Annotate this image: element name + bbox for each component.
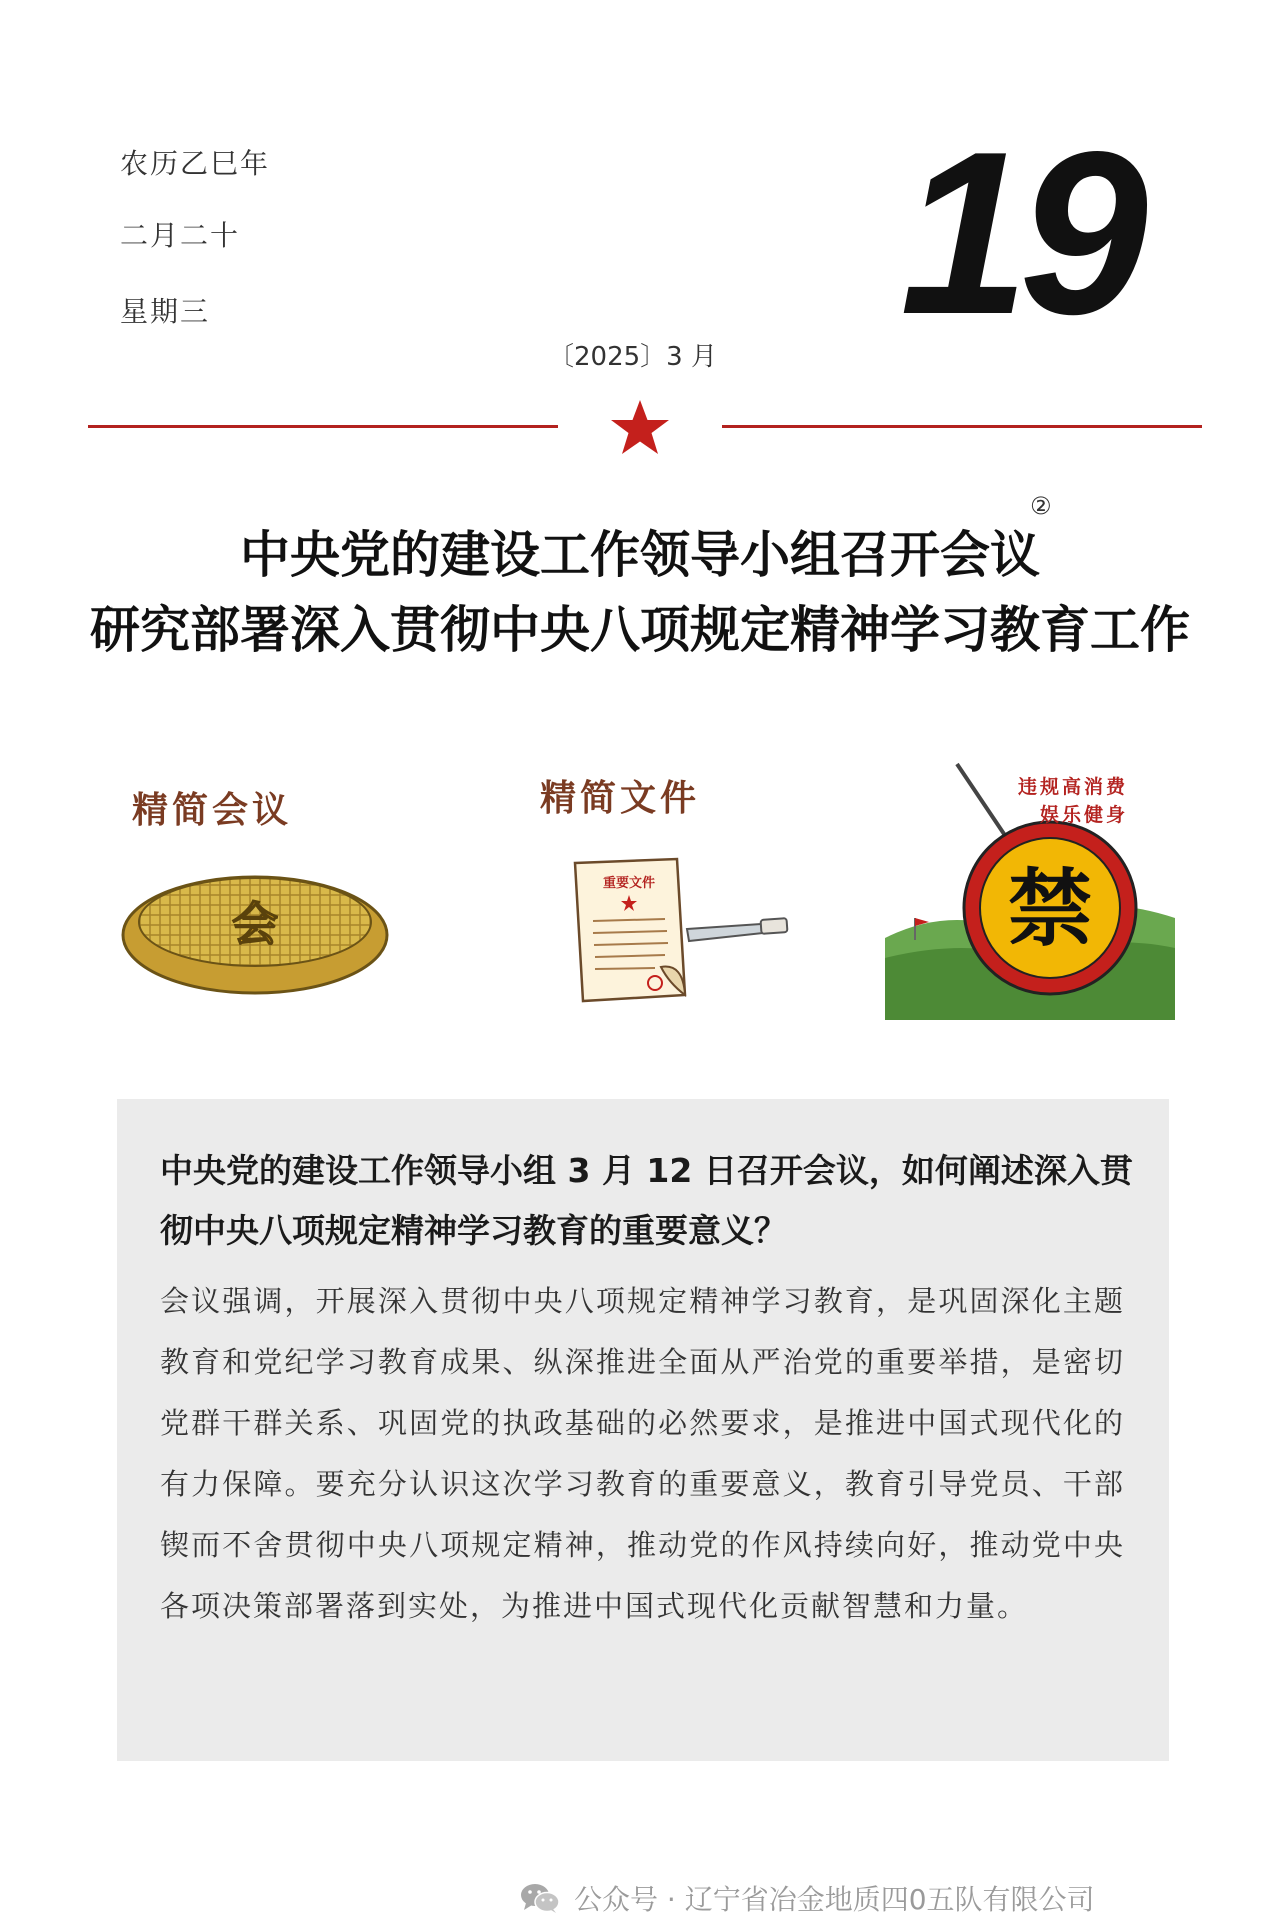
red-star-icon xyxy=(608,396,672,460)
divider-left xyxy=(88,425,558,428)
lunar-day: 二月二十 xyxy=(120,219,241,252)
headline-line-1: 中央党的建设工作领导小组召开会议 xyxy=(240,526,1040,584)
footer-text: 公众号 · 辽宁省冶金地质四0五队有限公司 xyxy=(574,1883,1095,1916)
day-number: 19 xyxy=(900,104,1139,363)
divider-right xyxy=(722,425,1202,428)
forbidden-char: 禁 xyxy=(1007,860,1093,958)
headline-line-2: 研究部署深入贯彻中央八项规定精神学习教育工作 xyxy=(90,601,1190,659)
illustration-strip xyxy=(0,740,1280,1020)
panel-label-meetings: 精简会议 xyxy=(132,790,293,831)
qa-box xyxy=(117,1099,1169,1761)
footer xyxy=(520,1878,1095,1918)
headline-marker: ② xyxy=(1030,492,1052,520)
panel-label-consumption: 违规高消费 xyxy=(1018,776,1129,798)
qa-answer: 会议强调，开展深入贯彻中央八项规定精神学习教育，是巩固深化主题教育和党纪学习教育成果、纵深推进全面从严治党的重要举措，是密切党群干群关系、巩固党的执政基础的必然要求，是推进中国式现代化的有力保障。要充分认识这次学习教育的重要意义，教育引导党员、干部锲而不舍贯彻中央八项规定精神，推动党的作风持续向好，推动党中央各项决策部署落到实处，为推进中国式现代化贡献智慧和力量。 xyxy=(160,1284,1125,1623)
doc-title: 重要文件 xyxy=(602,876,656,891)
panel-label-entertainment: 娱乐健身 xyxy=(1040,804,1129,826)
panel-label-documents: 精简文件 xyxy=(540,778,701,819)
document-knife-icon xyxy=(565,855,795,1005)
sieve-basket-icon xyxy=(115,840,395,1010)
lunar-year: 农历乙巳年 xyxy=(120,147,271,180)
wechat-icon xyxy=(520,1882,560,1914)
year-month: 〔2025〕3 月 xyxy=(548,342,717,372)
sieve-char: 会 xyxy=(232,897,278,951)
weekday: 星期三 xyxy=(120,295,211,328)
qa-question: 中央党的建设工作领导小组 3 月 12 日召开会议，如何阐述深入贯彻中央八项规定精神学习教育的重要意义？ xyxy=(160,1151,1133,1250)
